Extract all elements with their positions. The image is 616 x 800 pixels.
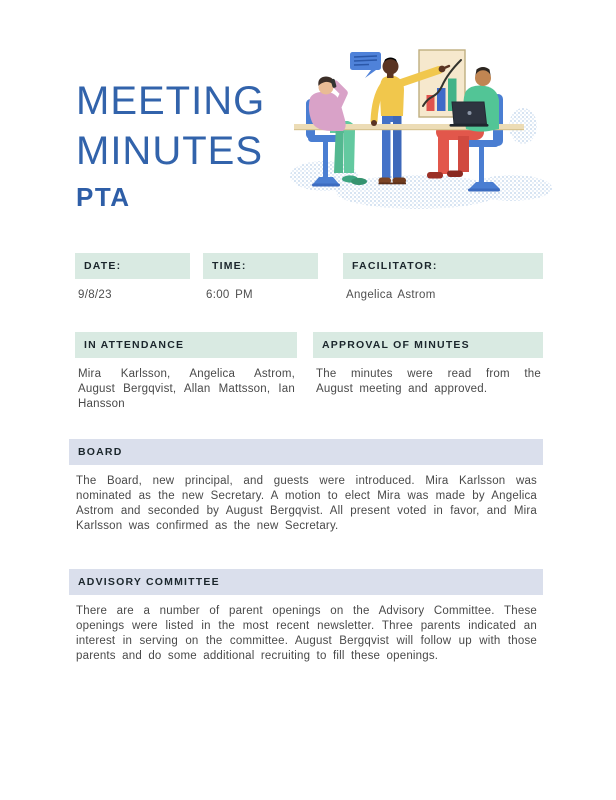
facilitator-value: Angelica Astrom (346, 289, 436, 301)
speech-bubble-icon (350, 52, 381, 78)
info-row (75, 253, 543, 301)
date-field (75, 253, 190, 301)
date-value: 9/8/23 (78, 289, 112, 301)
approval-header-bar: APPROVAL OF MINUTES (313, 332, 543, 358)
advisory-header-bar: ADVISORY COMMITTEE (69, 569, 543, 595)
document-title-block (76, 76, 265, 213)
document-subtitle: PTA (76, 182, 131, 212)
time-value: 6:00 PM (206, 289, 253, 301)
time-field (203, 253, 318, 301)
board-body: The Board, new principal, and guests were introduced. Mira Karlsson was nominated as the new Secretary. A motion to elect Mira was made by Angelica Astrom and seconded by August Bergqvist. All present voted in favor, and Mira Karlsson was confirmed as the new Secretary. (76, 475, 537, 532)
attendance-section (75, 332, 297, 412)
board-section (69, 439, 543, 534)
attendance-approval-row (75, 332, 543, 412)
facilitator-field (343, 253, 543, 301)
facilitator-label-bar: FACILITATOR: (343, 253, 543, 279)
presenter-legs (379, 110, 407, 184)
laptop-icon (450, 102, 489, 127)
title-line-1: MEETING (76, 79, 266, 123)
advisory-section (69, 569, 543, 664)
time-label-bar: TIME: (203, 253, 318, 279)
board-header-bar: BOARD (69, 439, 543, 465)
attendee-left-upper (309, 77, 346, 132)
approval-section (313, 332, 543, 412)
title-line-2: MINUTES (76, 129, 263, 173)
advisory-body: There are a number of parent openings on the Advisory Committee. These openings were listed in the most recent newsletter. Three parents indicated an interest in serving on the committee. August Bergqvist will follow up with those parents and do some additional recruiting to fill these openings. (76, 605, 537, 662)
date-label-bar: DATE: (75, 253, 190, 279)
team-meeting-illustration (286, 40, 562, 226)
attendance-body: Mira Karlsson, Angelica Astrom, August Bergqvist, Allan Mattsson, Ian Hansson (78, 368, 295, 410)
approval-body: The minutes were read from the August meeting and approved. (316, 368, 541, 395)
attendance-header-bar: IN ATTENDANCE (75, 332, 297, 358)
